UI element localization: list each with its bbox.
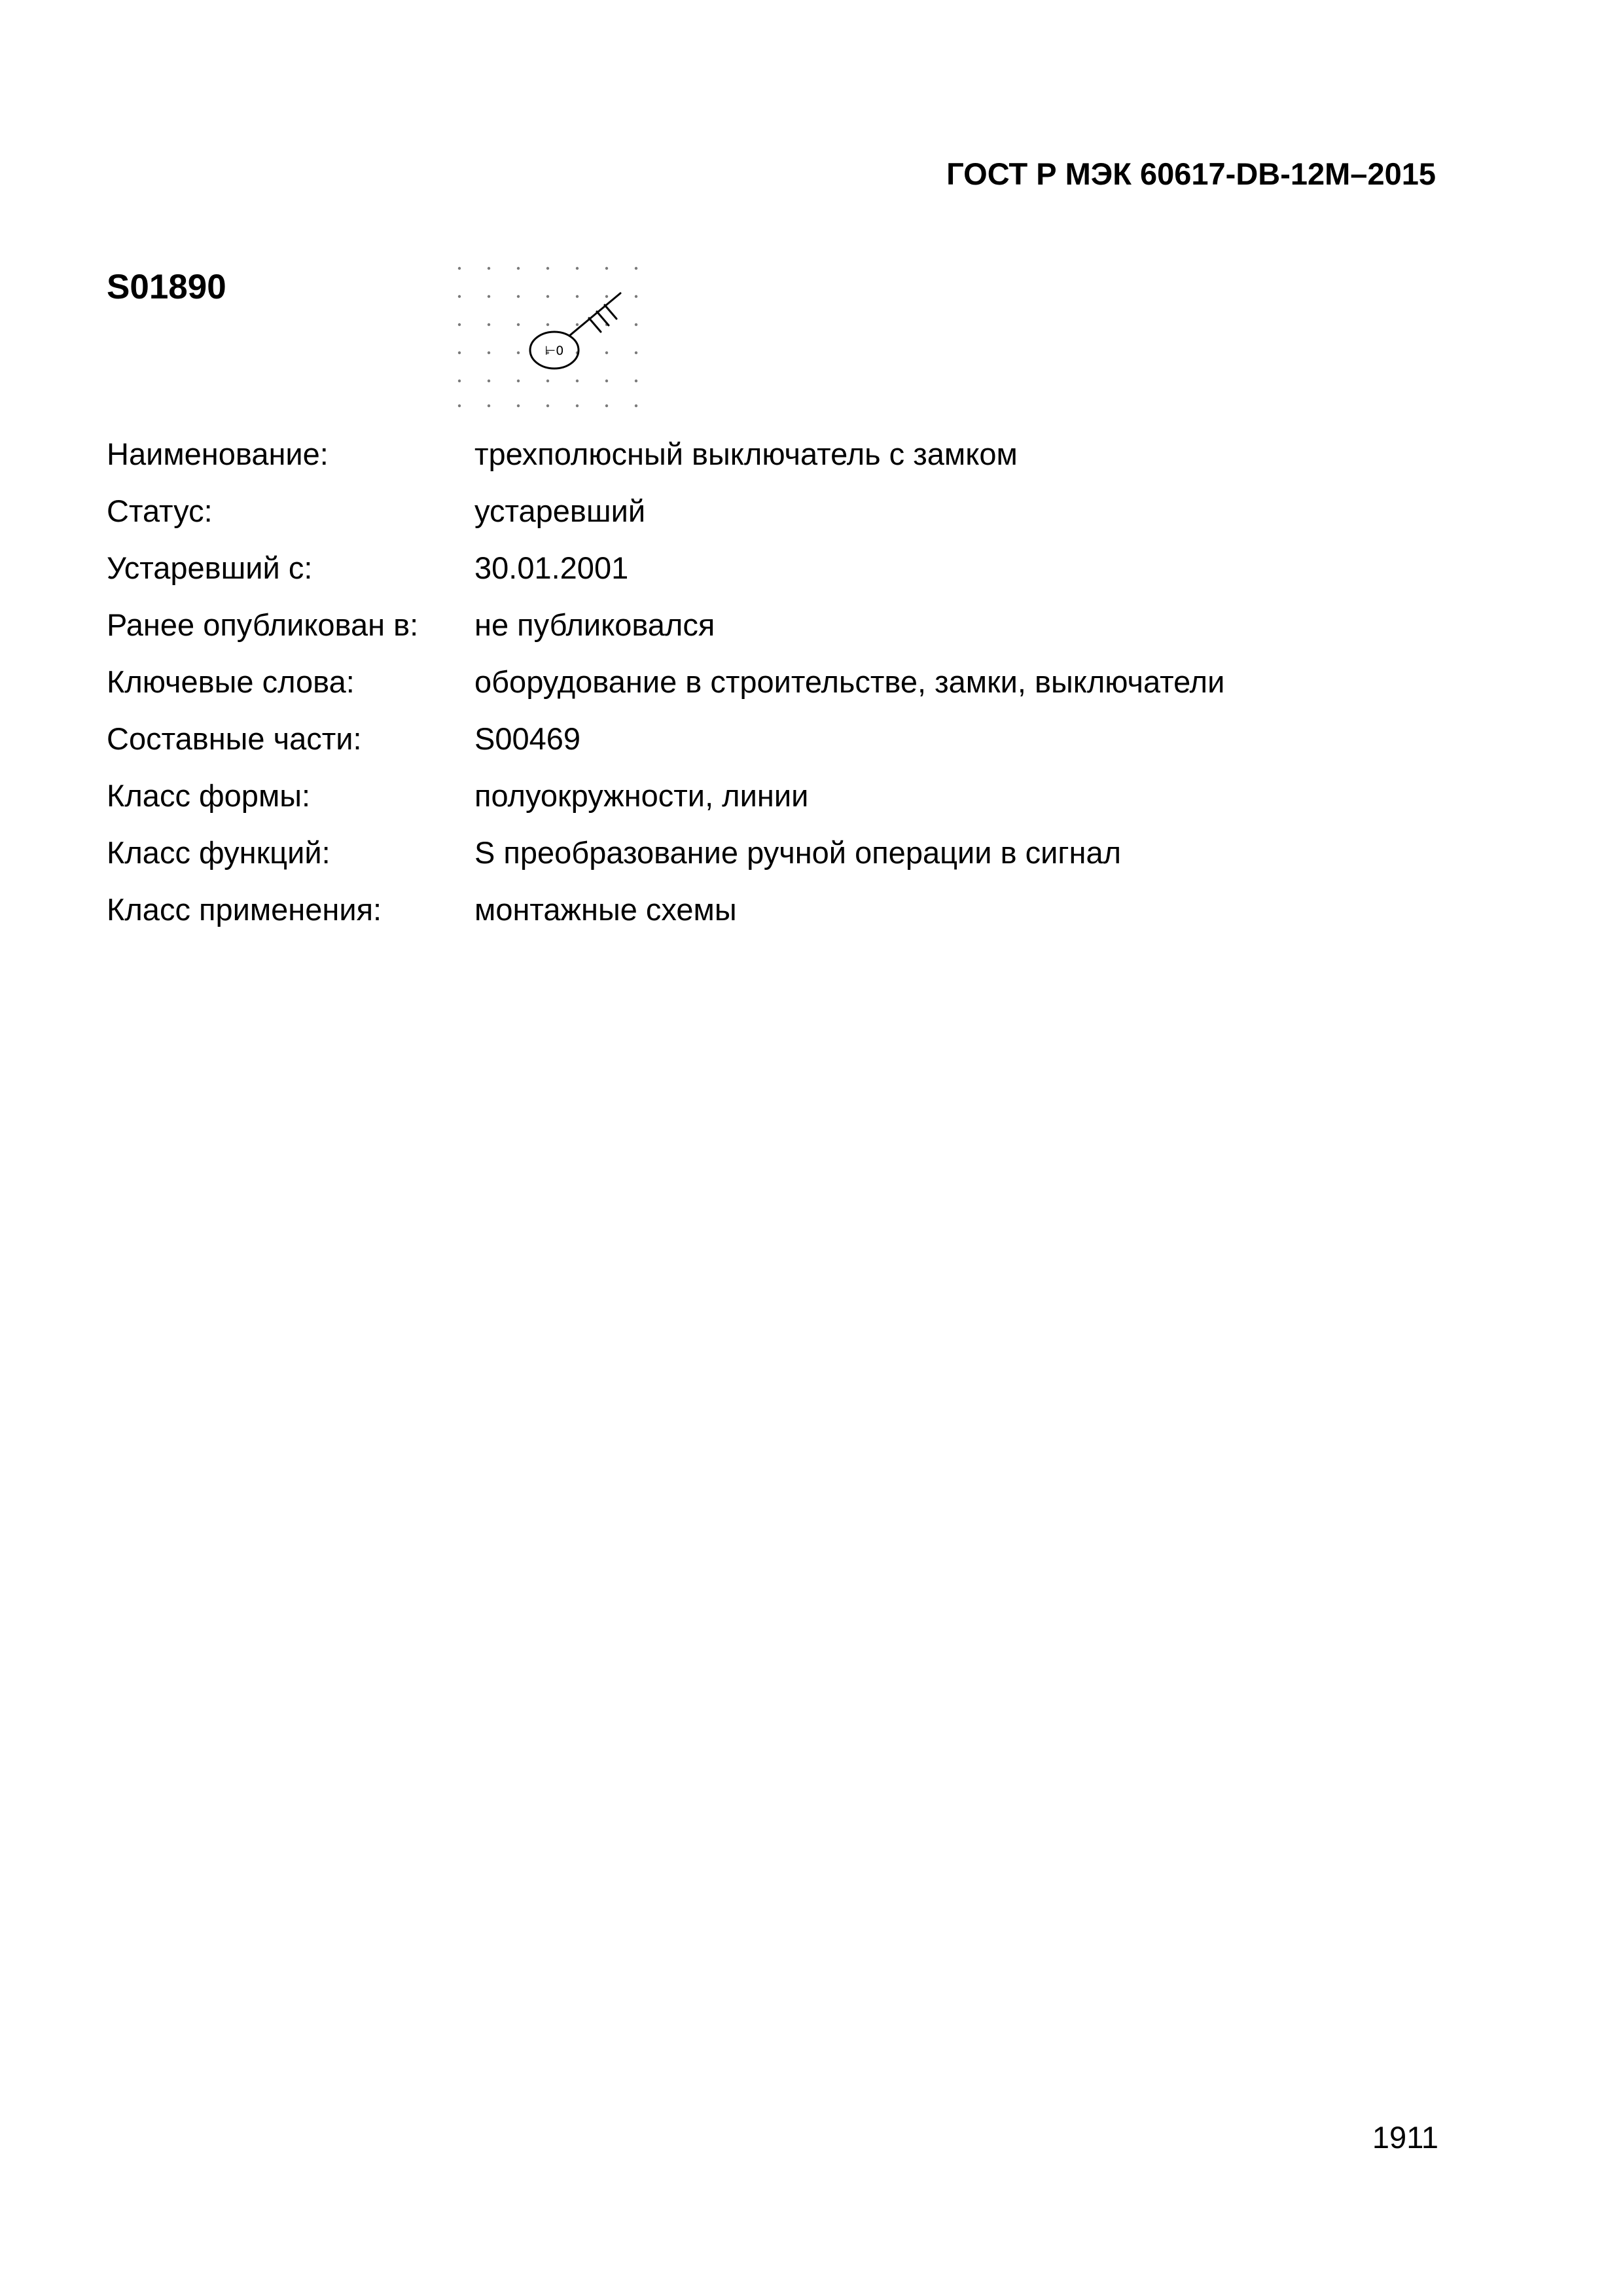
page-number: 1911 xyxy=(1372,2120,1438,2155)
property-label-previously-published: Ранее опубликован в: xyxy=(107,607,419,642)
property-value-name: трехполюсный выключатель с замком xyxy=(474,437,1018,471)
property-value-obsolete-since: 30.01.2001 xyxy=(474,550,629,585)
property-row xyxy=(107,767,1481,824)
property-label-shape-class: Класс формы: xyxy=(107,778,311,813)
symbol-inner-mark: ⊢0 xyxy=(544,344,564,358)
property-label-function-class: Класс функций: xyxy=(107,835,330,870)
property-row xyxy=(107,881,1481,938)
property-label-obsolete-since: Устаревший с: xyxy=(107,550,313,585)
property-row xyxy=(107,482,1481,539)
grid-dots xyxy=(458,267,637,407)
property-row xyxy=(107,653,1481,710)
property-label-keywords: Ключевые слова: xyxy=(107,664,355,699)
property-row xyxy=(107,824,1481,881)
property-value-previously-published: не публиковался xyxy=(474,607,715,642)
property-value-components: S00469 xyxy=(474,721,581,756)
three-pole-switch-with-lock-icon xyxy=(452,260,641,411)
property-row xyxy=(107,710,1481,767)
symbol-code: S01890 xyxy=(107,268,226,306)
property-label-name: Наименование: xyxy=(107,437,329,471)
property-label-application-class: Класс применения: xyxy=(107,892,382,927)
property-row xyxy=(107,539,1481,596)
property-row xyxy=(107,596,1481,653)
property-label-components: Составные части: xyxy=(107,721,362,756)
property-value-shape-class: полуокружности, линии xyxy=(474,778,809,813)
pole-mark-2 xyxy=(597,312,609,325)
property-row xyxy=(107,425,1481,482)
property-value-status: устаревший xyxy=(474,493,646,528)
property-table xyxy=(107,425,1481,938)
pole-mark-3 xyxy=(605,305,616,319)
property-value-application-class: монтажные схемы xyxy=(474,892,737,927)
pole-mark-1 xyxy=(589,318,601,332)
property-label-status: Статус: xyxy=(107,493,213,528)
document-header: ГОСТ Р МЭК 60617-DB-12М–2015 xyxy=(946,156,1436,191)
property-value-function-class: S преобразование ручной операции в сигнал xyxy=(474,835,1122,870)
property-value-keywords: оборудование в строительстве, замки, выключатели xyxy=(474,664,1225,699)
